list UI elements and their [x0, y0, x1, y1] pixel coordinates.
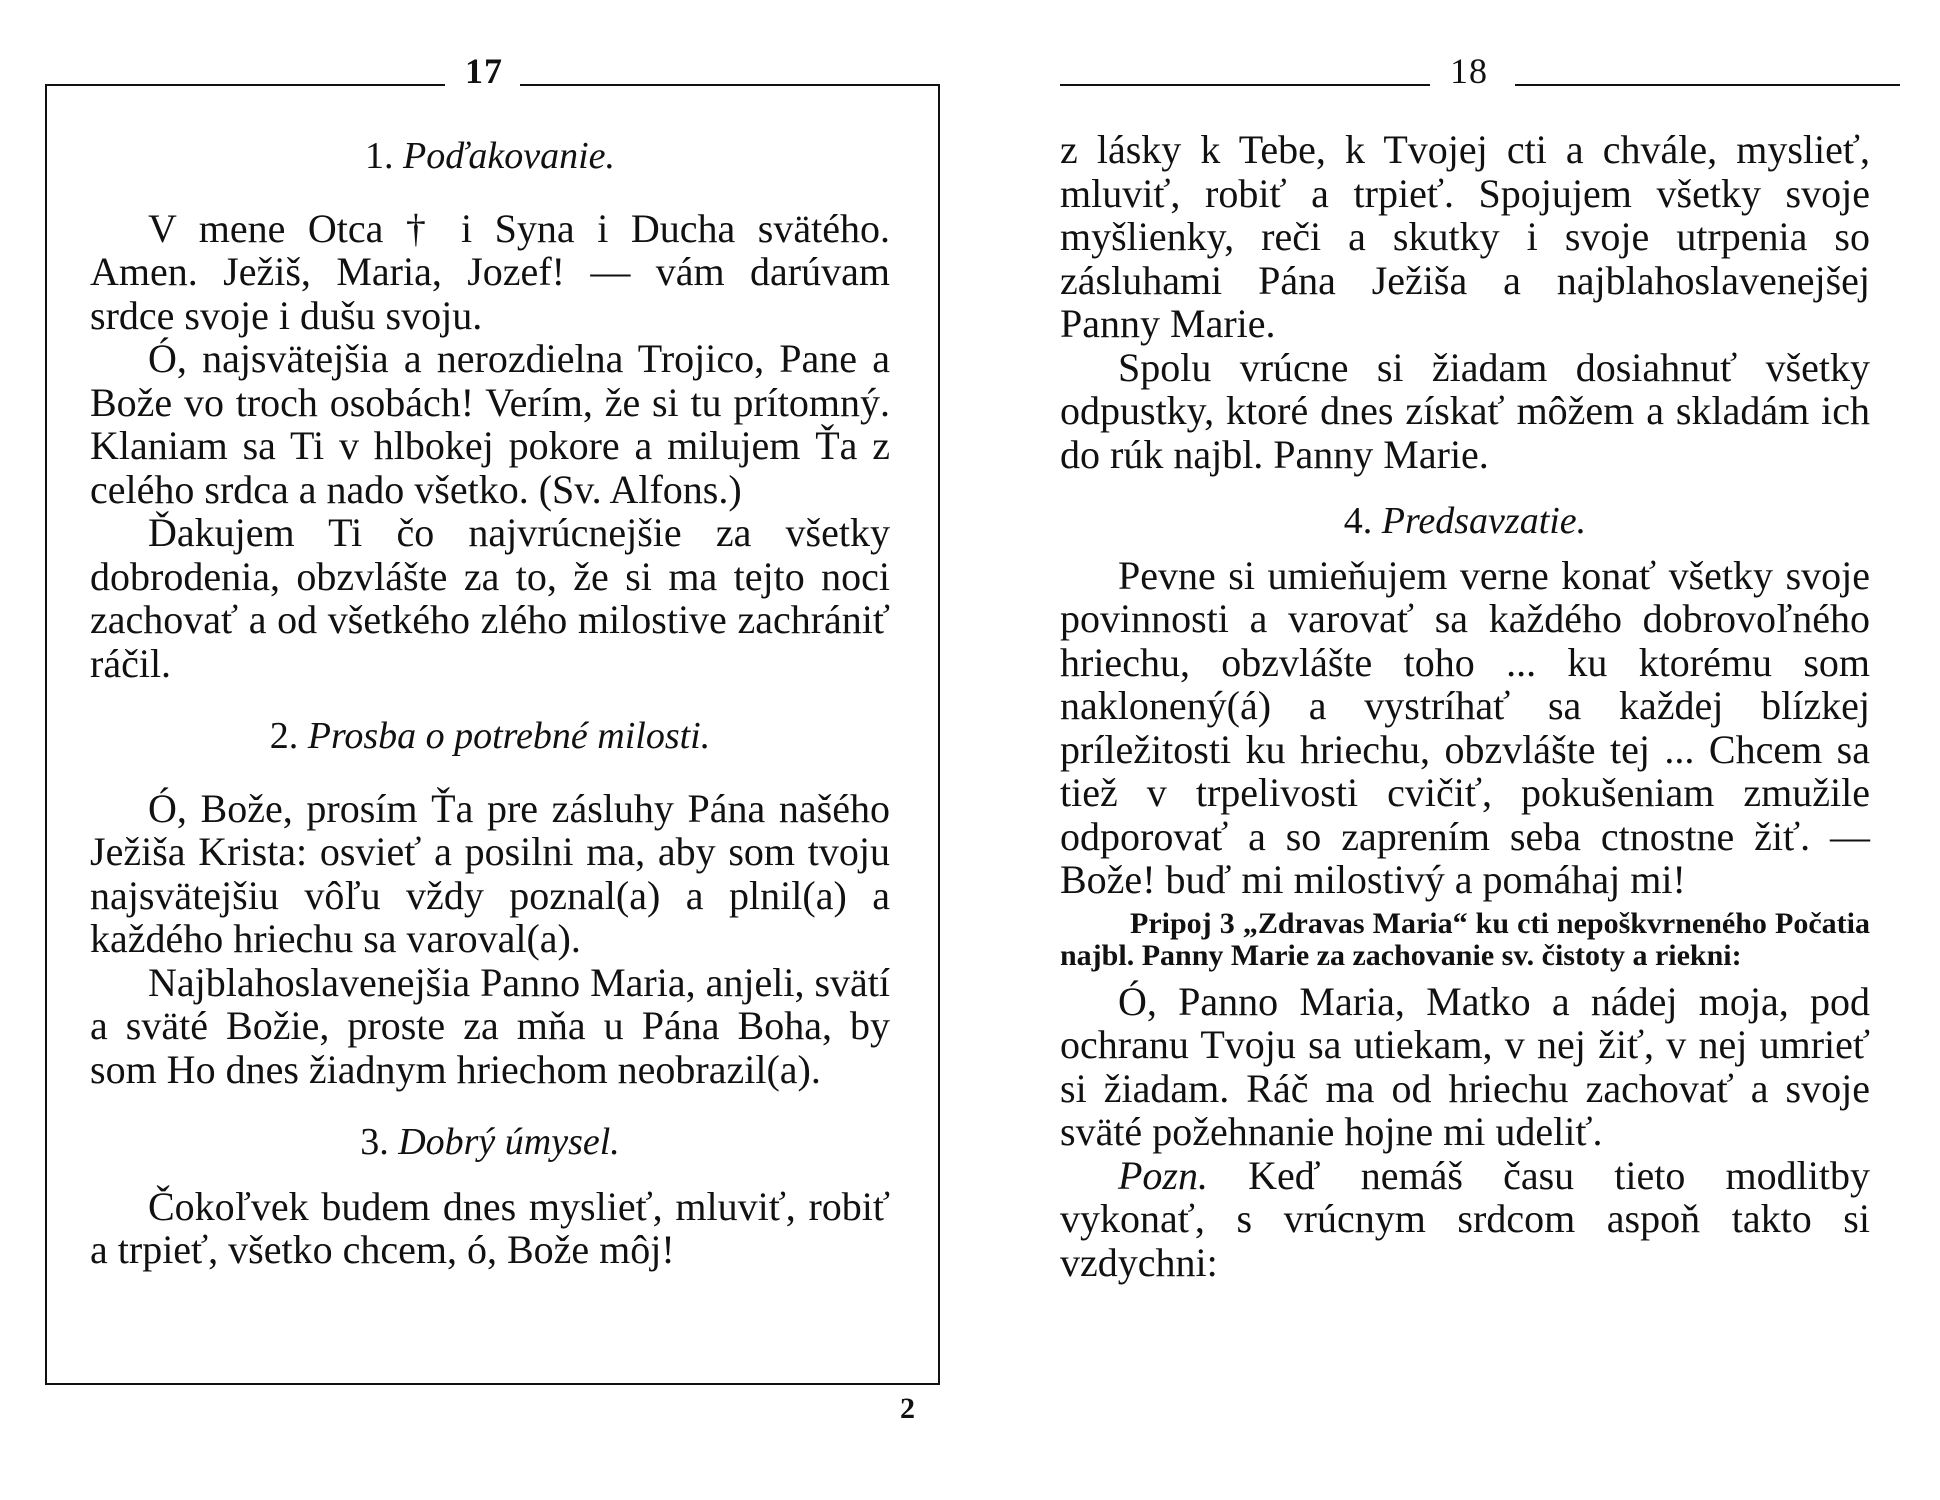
- paragraph: Čokoľvek budem dnes myslieť, mluviť, robiť a trpieť, všetko chcem, ó, Bože môj!: [90, 1183, 890, 1272]
- heading-number: 1.: [365, 135, 394, 177]
- heading-title: Prosba o potrebné milosti.: [307, 715, 711, 757]
- prayer-paragraph: Ó, Panno Maria, Matko a nádej moja, pod ochranu Tvoju sa utiekam, v nej žiť, v nej umrieť si žiadam. Ráč ma od hriechu zachovať a svoje sväté požehnanie hojne mi udeliť.: [1060, 978, 1870, 1154]
- note-paragraph: [1060, 1154, 1870, 1285]
- section-heading-2: [90, 715, 890, 759]
- rubric-note: Pripoj 3 „Zdravas Maria“ ku cti nepoškvrneného Počatia najbl. Panny Marie za zachovanie sv. čistoty a riekni:: [1060, 906, 1870, 972]
- left-page: [45, 40, 940, 1440]
- heading-number: 2.: [269, 715, 299, 757]
- paragraph: Spolu vrúcne si žiadam dosiahnuť všetky odpustky, ktoré dnes získať môžem a skladám ich do rúk najbl. Panny Marie.: [1060, 344, 1870, 477]
- heading-title: Poďakovanie.: [403, 135, 615, 177]
- paragraph: Najblahoslavenejšia Panno Maria, anjeli, svätí a sväté Božie, proste za mňa u Pána Boha, by som Ho dnes žiadnym hriechom neobrazil(a).: [90, 959, 891, 1092]
- left-page-text: [90, 135, 890, 1272]
- signature-mark: 2: [900, 1392, 915, 1425]
- note-text: Keď nemáš času tieto modlitby vykonať, s vrúcnym srdcom aspoň takto si vzdychni:: [1060, 1152, 1870, 1285]
- section-heading-1: [90, 135, 890, 179]
- paragraph: V mene Otca † i Syna i Ducha svätého. Amen. Ježiš, Maria, Jozef! — vám darúvam srdce svoje i dušu svoju.: [90, 205, 890, 338]
- paragraph: Ó, Bože, prosím Ťa pre zásluhy Pána našého Ježiša Krista: osvieť a posilni ma, aby som tvoju najsvätejšiu vôľu vždy poznal(a) a plnil(a) a každého hriechu sa varoval(a).: [90, 785, 890, 961]
- section-heading-3: [90, 1121, 890, 1165]
- heading-number: 4.: [1343, 500, 1373, 542]
- right-page-header: [1060, 40, 1900, 100]
- page-number-right: 18: [1450, 51, 1488, 91]
- header-rule-left: [1060, 84, 1430, 86]
- paragraph: z lásky k Tebe, k Tvojej cti a chvále, myslieť, mluviť, robiť a trpieť. Spojujem všetky svoje myšlienky, reči a skutky i svoje utrpenia so zásluhami Pána Ježiša a najblahoslavenejšej Panny Marie.: [1060, 127, 1870, 346]
- right-page: [1060, 40, 1900, 1440]
- paragraph: Pevne si umieňujem verne konať všetky svoje povinnosti a varovať sa každého dobrovoľného hriechu, obzvlášte toho ... ku ktorému som naklonený(á) a vystríhať sa každej blízkej príležitosti ku hriechu, obzvlášte tej ... Chcem sa tiež v trpelivosti cvičiť, pokušeniam zmužile odporovať a so zaprením seba ctnostne žiť. — Bože! buď mi milostivý a pomáhaj mi!: [1060, 552, 1870, 902]
- heading-title: Dobrý úmysel.: [398, 1121, 620, 1163]
- right-page-text: [1060, 128, 1870, 1284]
- heading-number: 3.: [360, 1121, 389, 1163]
- heading-title: Predsavzatie.: [1381, 500, 1587, 542]
- paragraph: Ó, najsvätejšia a nerozdielna Trojico, Pane a Bože vo troch osobách! Verím, že si tu prítomný. Klaniam sa Ti v hlbokej pokore a milujem Ťa z celého srdca a nado všetko. (Sv. Alfons.): [90, 336, 890, 512]
- note-label: Pozn.: [1118, 1152, 1208, 1198]
- paragraph: Ďakujem Ti čo najvrúcnejšie za všetky dobrodenia, obzvlášte za to, že si ma tejto noci zachovať a od všetkého zlého milostive zachrániť ráčil.: [90, 510, 890, 686]
- header-rule-right: [1515, 84, 1900, 86]
- page-number-left: 17: [465, 51, 503, 91]
- section-heading-4: [1060, 500, 1870, 544]
